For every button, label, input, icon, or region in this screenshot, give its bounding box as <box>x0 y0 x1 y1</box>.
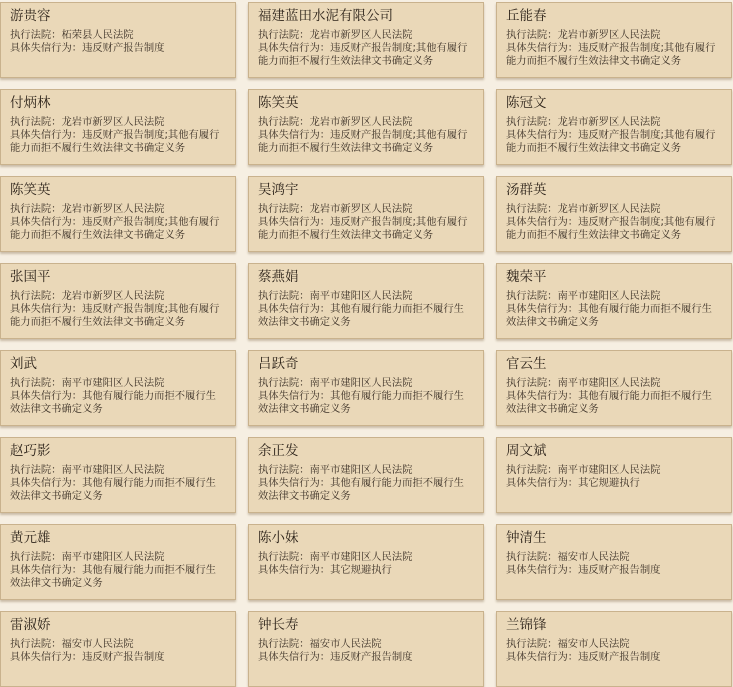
court-value: 龙岩市新罗区人民法院 <box>61 290 165 302</box>
behavior-line <box>258 216 474 242</box>
court-value: 龙岩市新罗区人民法院 <box>557 203 661 215</box>
court-value: 龙岩市新罗区人民法院 <box>557 116 661 128</box>
court-value: 龙岩市新罗区人民法院 <box>309 116 413 128</box>
record-name[interactable]: 兰锦锋 <box>506 617 547 633</box>
court-label: 执行法院： <box>10 551 62 563</box>
court-label: 执行法院： <box>258 290 310 302</box>
behavior-line <box>258 651 474 664</box>
court-line <box>506 464 722 477</box>
record-name[interactable]: 丘能春 <box>506 8 547 24</box>
record-name[interactable]: 黄元雄 <box>10 530 51 546</box>
court-value: 福安市人民法院 <box>557 638 630 650</box>
behavior-label: 具体失信行为： <box>10 651 83 663</box>
behavior-label: 具体失信行为： <box>258 303 331 315</box>
court-value: 南平市建阳区人民法院 <box>309 377 413 389</box>
behavior-label: 具体失信行为： <box>10 477 83 489</box>
behavior-label: 具体失信行为： <box>258 42 331 54</box>
court-value: 南平市建阳区人民法院 <box>309 551 413 563</box>
court-value: 福安市人民法院 <box>557 551 630 563</box>
record-name[interactable]: 汤群英 <box>506 182 547 198</box>
record-name[interactable]: 周文斌 <box>506 443 547 459</box>
behavior-label: 具体失信行为： <box>258 564 331 576</box>
court-line <box>10 290 226 303</box>
behavior-label: 具体失信行为： <box>506 42 579 54</box>
behavior-line <box>506 129 722 155</box>
behavior-line <box>506 303 722 329</box>
record-card[interactable] <box>248 524 484 600</box>
record-name[interactable]: 余正发 <box>258 443 299 459</box>
court-value: 福安市人民法院 <box>61 638 134 650</box>
record-name[interactable]: 付炳林 <box>10 95 51 111</box>
court-value: 龙岩市新罗区人民法院 <box>309 29 413 41</box>
court-label: 执行法院： <box>506 290 558 302</box>
behavior-label: 具体失信行为： <box>258 216 331 228</box>
record-card[interactable] <box>496 176 732 252</box>
court-value: 南平市建阳区人民法院 <box>309 290 413 302</box>
record-card[interactable] <box>0 611 236 687</box>
behavior-value: 违反财产报告制度;其他有履行能力而拒不履行生效法律文书确定义务 <box>258 129 468 154</box>
record-name[interactable]: 陈笑英 <box>258 95 299 111</box>
record-name[interactable]: 赵巧影 <box>10 443 51 459</box>
behavior-label: 具体失信行为： <box>10 42 83 54</box>
behavior-value: 其他有履行能力而拒不履行生效法律文书确定义务 <box>506 303 712 328</box>
record-name[interactable]: 官云生 <box>506 356 547 372</box>
court-label: 执行法院： <box>506 203 558 215</box>
court-label: 执行法院： <box>258 377 310 389</box>
behavior-line <box>258 564 474 577</box>
court-value: 福安市人民法院 <box>309 638 382 650</box>
behavior-value: 其它规避执行 <box>330 564 392 576</box>
behavior-line <box>10 42 226 55</box>
court-label: 执行法院： <box>506 551 558 563</box>
court-value: 南平市建阳区人民法院 <box>557 377 661 389</box>
record-name[interactable]: 雷淑娇 <box>10 617 51 633</box>
court-line <box>506 203 722 216</box>
court-line <box>506 377 722 390</box>
record-name[interactable]: 刘武 <box>10 356 37 372</box>
record-card[interactable] <box>496 437 732 513</box>
court-line <box>506 638 722 651</box>
behavior-value: 违反财产报告制度;其他有履行能力而拒不履行生效法律文书确定义务 <box>258 216 468 241</box>
behavior-value: 违反财产报告制度;其他有履行能力而拒不履行生效法律文书确定义务 <box>10 216 220 241</box>
behavior-value: 违反财产报告制度 <box>82 42 165 54</box>
court-line <box>258 551 474 564</box>
court-label: 执行法院： <box>506 116 558 128</box>
behavior-value: 违反财产报告制度;其他有履行能力而拒不履行生效法律文书确定义务 <box>258 42 468 67</box>
record-card[interactable] <box>0 437 236 513</box>
behavior-value: 违反财产报告制度 <box>578 651 661 663</box>
behavior-value: 违反财产报告制度 <box>82 651 165 663</box>
record-card[interactable] <box>0 350 236 426</box>
court-line <box>258 203 474 216</box>
court-line <box>10 638 226 651</box>
behavior-line <box>258 390 474 416</box>
court-value: 南平市建阳区人民法院 <box>61 464 165 476</box>
record-card[interactable] <box>496 2 732 78</box>
record-name[interactable]: 蔡燕娟 <box>258 269 299 285</box>
record-card[interactable] <box>496 524 732 600</box>
behavior-value: 违反财产报告制度 <box>578 564 661 576</box>
record-card[interactable] <box>248 176 484 252</box>
court-label: 执行法院： <box>506 377 558 389</box>
court-line <box>10 29 226 42</box>
record-name[interactable]: 吕跃奇 <box>258 356 299 372</box>
record-card[interactable] <box>0 2 236 78</box>
behavior-line <box>10 651 226 664</box>
record-name[interactable]: 钟长寿 <box>258 617 299 633</box>
court-line <box>258 464 474 477</box>
behavior-label: 具体失信行为： <box>258 651 331 663</box>
behavior-value: 违反财产报告制度;其他有履行能力而拒不履行生效法律文书确定义务 <box>506 216 716 241</box>
court-label: 执行法院： <box>10 464 62 476</box>
behavior-label: 具体失信行为： <box>258 129 331 141</box>
record-name[interactable]: 陈冠文 <box>506 95 547 111</box>
behavior-line <box>10 216 226 242</box>
record-card[interactable] <box>496 89 732 165</box>
behavior-label: 具体失信行为： <box>258 477 331 489</box>
behavior-value: 违反财产报告制度;其他有履行能力而拒不履行生效法律文书确定义务 <box>10 303 220 328</box>
court-value: 南平市建阳区人民法院 <box>61 551 165 563</box>
behavior-line <box>258 129 474 155</box>
behavior-value: 违反财产报告制度;其他有履行能力而拒不履行生效法律文书确定义务 <box>506 129 716 154</box>
behavior-label: 具体失信行为： <box>10 216 83 228</box>
behavior-value: 违反财产报告制度;其他有履行能力而拒不履行生效法律文书确定义务 <box>506 42 716 67</box>
behavior-line <box>258 303 474 329</box>
court-line <box>258 116 474 129</box>
record-card[interactable] <box>248 2 484 78</box>
record-name[interactable]: 张国平 <box>10 269 51 285</box>
behavior-value: 其他有履行能力而拒不履行生效法律文书确定义务 <box>506 390 712 415</box>
record-name[interactable]: 魏荣平 <box>506 269 547 285</box>
court-label: 执行法院： <box>10 377 62 389</box>
court-value: 龙岩市新罗区人民法院 <box>61 116 165 128</box>
behavior-label: 具体失信行为： <box>258 390 331 402</box>
behavior-label: 具体失信行为： <box>506 390 579 402</box>
court-line <box>258 29 474 42</box>
court-label: 执行法院： <box>258 638 310 650</box>
behavior-value: 其他有履行能力而拒不履行生效法律文书确定义务 <box>10 390 216 415</box>
court-label: 执行法院： <box>506 464 558 476</box>
behavior-label: 具体失信行为： <box>506 651 579 663</box>
court-line <box>10 116 226 129</box>
court-value: 龙岩市新罗区人民法院 <box>61 203 165 215</box>
behavior-label: 具体失信行为： <box>506 303 579 315</box>
behavior-line <box>506 564 722 577</box>
behavior-value: 其他有履行能力而拒不履行生效法律文书确定义务 <box>10 477 216 502</box>
behavior-value: 违反财产报告制度;其他有履行能力而拒不履行生效法律文书确定义务 <box>10 129 220 154</box>
court-label: 执行法院： <box>506 638 558 650</box>
behavior-label: 具体失信行为： <box>506 477 579 489</box>
record-card[interactable] <box>248 611 484 687</box>
record-card[interactable] <box>496 350 732 426</box>
court-label: 执行法院： <box>506 29 558 41</box>
record-name[interactable]: 陈笑英 <box>10 182 51 198</box>
record-card[interactable] <box>0 524 236 600</box>
record-name[interactable]: 陈小妹 <box>258 530 299 546</box>
court-label: 执行法院： <box>258 551 310 563</box>
court-value: 南平市建阳区人民法院 <box>309 464 413 476</box>
behavior-value: 其他有履行能力而拒不履行生效法律文书确定义务 <box>10 564 216 589</box>
court-line <box>506 290 722 303</box>
behavior-line <box>10 303 226 329</box>
behavior-line <box>506 390 722 416</box>
record-card[interactable] <box>0 89 236 165</box>
record-name[interactable]: 游贵容 <box>10 8 51 24</box>
record-name[interactable]: 福建蓝田水泥有限公司 <box>258 8 393 24</box>
behavior-label: 具体失信行为： <box>10 303 83 315</box>
record-card[interactable] <box>248 437 484 513</box>
court-line <box>10 377 226 390</box>
behavior-label: 具体失信行为： <box>506 564 579 576</box>
court-line <box>506 551 722 564</box>
court-line <box>10 551 226 564</box>
court-label: 执行法院： <box>10 638 62 650</box>
court-value: 柘荣县人民法院 <box>61 29 134 41</box>
court-label: 执行法院： <box>10 203 62 215</box>
record-name[interactable]: 钟清生 <box>506 530 547 546</box>
behavior-line <box>506 42 722 68</box>
court-label: 执行法院： <box>258 203 310 215</box>
behavior-label: 具体失信行为： <box>10 390 83 402</box>
behavior-value: 其他有履行能力而拒不履行生效法律文书确定义务 <box>258 390 464 415</box>
record-card[interactable] <box>248 263 484 339</box>
court-value: 龙岩市新罗区人民法院 <box>309 203 413 215</box>
behavior-label: 具体失信行为： <box>10 129 83 141</box>
court-line <box>506 29 722 42</box>
behavior-label: 具体失信行为： <box>506 216 579 228</box>
court-line <box>506 116 722 129</box>
court-line <box>258 377 474 390</box>
behavior-line <box>10 564 226 590</box>
court-line <box>258 638 474 651</box>
behavior-line <box>10 390 226 416</box>
behavior-line <box>10 129 226 155</box>
behavior-value: 其他有履行能力而拒不履行生效法律文书确定义务 <box>258 303 464 328</box>
court-line <box>258 290 474 303</box>
court-label: 执行法院： <box>10 116 62 128</box>
court-label: 执行法院： <box>10 29 62 41</box>
behavior-line <box>258 42 474 68</box>
court-value: 南平市建阳区人民法院 <box>557 290 661 302</box>
behavior-line <box>506 477 722 490</box>
record-card[interactable] <box>0 176 236 252</box>
behavior-line <box>10 477 226 503</box>
behavior-label: 具体失信行为： <box>506 129 579 141</box>
record-card[interactable] <box>496 611 732 687</box>
court-line <box>10 203 226 216</box>
behavior-line <box>506 216 722 242</box>
court-value: 南平市建阳区人民法院 <box>61 377 165 389</box>
record-card[interactable] <box>496 263 732 339</box>
behavior-label: 具体失信行为： <box>10 564 83 576</box>
court-label: 执行法院： <box>258 464 310 476</box>
record-name[interactable]: 吴鸿宇 <box>258 182 299 198</box>
court-label: 执行法院： <box>258 29 310 41</box>
court-label: 执行法院： <box>10 290 62 302</box>
court-line <box>10 464 226 477</box>
court-value: 南平市建阳区人民法院 <box>557 464 661 476</box>
behavior-line <box>506 651 722 664</box>
court-label: 执行法院： <box>258 116 310 128</box>
behavior-value: 违反财产报告制度 <box>330 651 413 663</box>
behavior-value: 其他有履行能力而拒不履行生效法律文书确定义务 <box>258 477 464 502</box>
court-value: 龙岩市新罗区人民法院 <box>557 29 661 41</box>
record-card[interactable] <box>248 350 484 426</box>
record-card[interactable] <box>248 89 484 165</box>
record-card[interactable] <box>0 263 236 339</box>
behavior-line <box>258 477 474 503</box>
behavior-value: 其它规避执行 <box>578 477 640 489</box>
